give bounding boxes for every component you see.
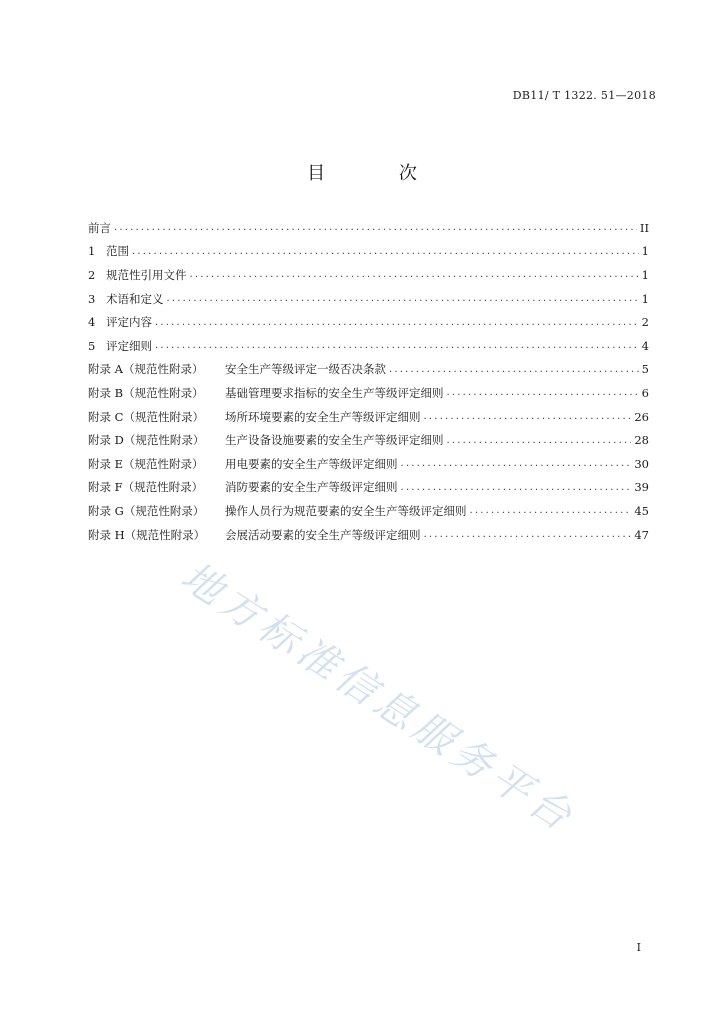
toc-dot-leader: [424, 529, 632, 540]
toc-entry-terms[interactable]: [88, 287, 649, 311]
toc-entry-page: 1: [641, 291, 649, 306]
toc-entry-title: 操作人员行为规范要素的安全生产等级评定细则: [225, 503, 467, 518]
toc-entry-page: 5: [641, 362, 649, 377]
toc-entry-page: 30: [634, 456, 649, 471]
toc-entry-title: 安全生产等级评定一级否决条款: [225, 362, 386, 377]
toc-entry-foreword[interactable]: [88, 216, 649, 240]
toc-dot-leader: [401, 482, 632, 493]
standard-code: DB11/ T 1322. 51—2018: [512, 89, 656, 102]
toc-entry-page: 4: [641, 338, 649, 353]
toc-appendix-label: 附录 E（规范性附录）: [88, 456, 204, 471]
toc-dot-leader: [190, 269, 639, 280]
toc-dot-leader: [114, 222, 637, 233]
watermark: 地方标准信息服务平台: [172, 553, 584, 843]
toc-appendix-label: 附录 C（规范性附录）: [88, 409, 204, 424]
toc-entry-appendix-d[interactable]: [88, 428, 649, 452]
toc-appendix-label: 附录 H（规范性附录）: [88, 527, 206, 542]
toc-entry-title: 会展活动要素的安全生产等级评定细则: [225, 527, 421, 542]
page-number: I: [636, 941, 641, 954]
toc-entry-number: 4: [88, 315, 96, 330]
toc-dot-leader: [447, 387, 639, 398]
toc-entry-page: 47: [634, 527, 649, 542]
toc-dot-leader: [424, 411, 632, 422]
toc-entry-number: 5: [88, 338, 96, 353]
toc-dot-leader: [132, 246, 639, 257]
toc-entry-appendix-f[interactable]: [88, 476, 649, 500]
toc-dot-leader: [470, 505, 632, 516]
toc-entry-page: 1: [641, 244, 649, 259]
toc-appendix-label: 附录 B（规范性附录）: [88, 385, 204, 400]
toc-entry-page: 28: [634, 433, 649, 448]
toc-entry-appendix-h[interactable]: [88, 523, 649, 547]
toc-dot-leader: [401, 458, 632, 469]
toc-entry-appendix-c[interactable]: [88, 405, 649, 429]
toc-entry-scope[interactable]: [88, 240, 649, 264]
toc-entry-number: 1: [88, 244, 96, 259]
toc-entry-page: 1: [641, 267, 649, 282]
toc-entry-title: 规范性引用文件: [106, 267, 187, 282]
toc-entry-title: 用电要素的安全生产等级评定细则: [225, 456, 398, 471]
toc-dot-leader: [155, 317, 639, 328]
toc-entry-number: 3: [88, 291, 96, 306]
toc-entry-title: 评定内容: [106, 315, 152, 330]
toc-entry-appendix-b[interactable]: [88, 381, 649, 405]
toc-entry-normative-references[interactable]: [88, 263, 649, 287]
toc-entry-title: 范围: [106, 244, 129, 259]
toc-entry-page: 45: [634, 503, 649, 518]
toc-dot-leader: [389, 364, 639, 375]
toc-dot-leader: [167, 293, 639, 304]
toc-dot-leader: [447, 435, 632, 446]
toc-entry-content[interactable]: [88, 310, 649, 334]
toc-entry-title: 基础管理要求指标的安全生产等级评定细则: [225, 385, 444, 400]
table-of-contents: [88, 216, 649, 546]
toc-entry-title: 术语和定义: [106, 291, 164, 306]
toc-entry-title: 前言: [88, 220, 111, 235]
toc-entry-appendix-g[interactable]: [88, 499, 649, 523]
toc-entry-title: 评定细则: [106, 338, 152, 353]
toc-entry-rules[interactable]: [88, 334, 649, 358]
toc-entry-title: 消防要素的安全生产等级评定细则: [225, 480, 398, 495]
toc-appendix-label: 附录 F（规范性附录）: [88, 480, 204, 495]
toc-entry-appendix-e[interactable]: [88, 452, 649, 476]
toc-entry-page: 2: [641, 315, 649, 330]
toc-appendix-label: 附录 A（规范性附录）: [88, 362, 204, 377]
page-title: 目 次: [307, 163, 451, 184]
toc-entry-page: 26: [634, 409, 649, 424]
toc-appendix-label: 附录 G（规范性附录）: [88, 503, 205, 518]
toc-entry-appendix-a[interactable]: [88, 358, 649, 382]
toc-appendix-label: 附录 D（规范性附录）: [88, 433, 205, 448]
toc-entry-number: 2: [88, 267, 96, 282]
toc-entry-title: 场所环境要素的安全生产等级评定细则: [225, 409, 421, 424]
toc-entry-page: II: [639, 220, 649, 235]
toc-entry-page: 39: [634, 480, 649, 495]
toc-dot-leader: [155, 340, 639, 351]
toc-entry-title: 生产设备设施要素的安全生产等级评定细则: [225, 433, 444, 448]
toc-entry-page: 6: [641, 385, 649, 400]
